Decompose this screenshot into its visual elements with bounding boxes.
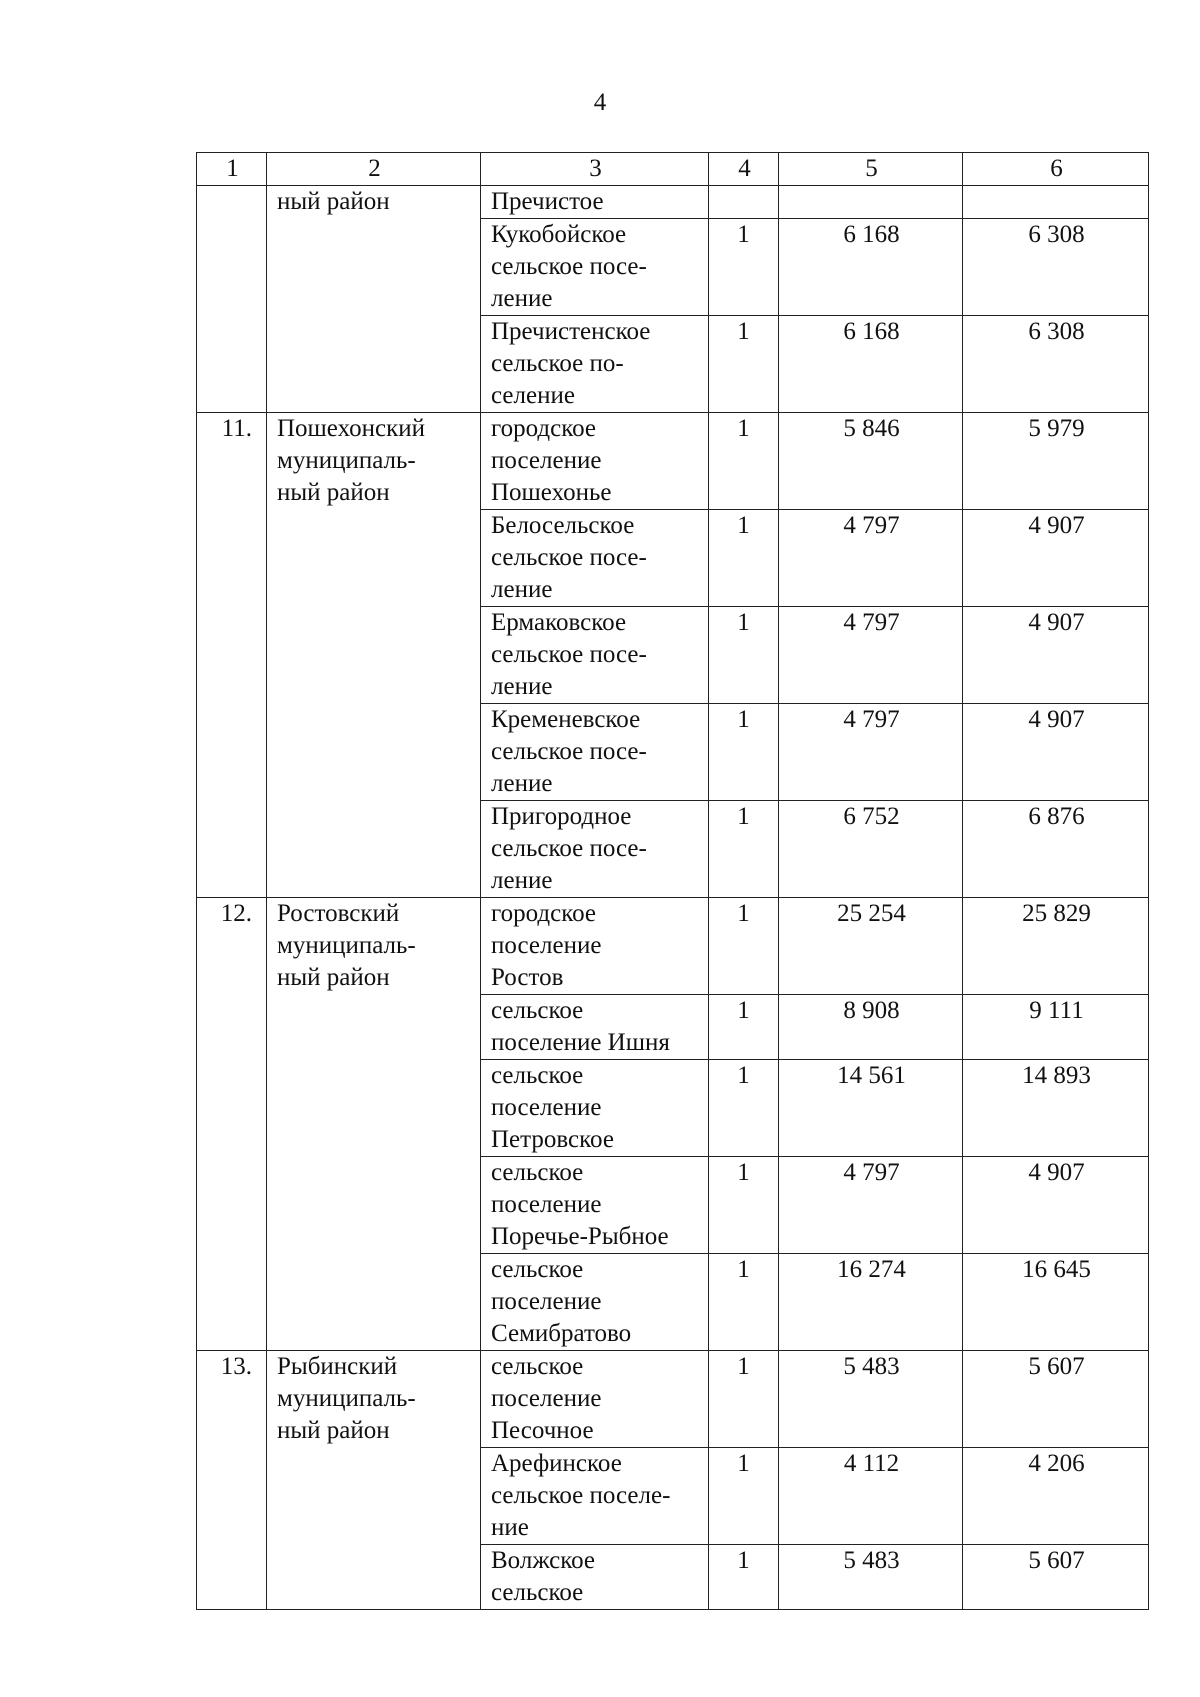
col6-value: 14 893 <box>963 1060 1149 1157</box>
col6-value: 16 645 <box>963 1254 1149 1351</box>
col5-value: 16 274 <box>779 1254 963 1351</box>
column-header-2: 2 <box>267 153 481 186</box>
page-number: 4 <box>593 89 607 116</box>
settlement-name: городское поселение Пошехонье <box>481 413 709 510</box>
col5-value: 4 797 <box>779 704 963 801</box>
col4-value: 1 <box>709 995 779 1060</box>
district-name: Рыбинский муниципаль- ный район <box>267 1351 481 1448</box>
settlement-name: Арефинское сельское поселе- ние <box>481 1448 709 1545</box>
col6-value: 4 907 <box>963 607 1149 704</box>
col4-value <box>709 186 779 219</box>
row-number <box>197 607 267 704</box>
table-row <box>197 219 1149 316</box>
column-header-1: 1 <box>197 153 267 186</box>
row-number <box>197 1254 267 1351</box>
col5-value: 4 797 <box>779 1157 963 1254</box>
table-row <box>197 1351 1149 1448</box>
column-header-5: 5 <box>779 153 963 186</box>
col5-value: 5 483 <box>779 1351 963 1448</box>
col4-value: 1 <box>709 1060 779 1157</box>
district-name <box>267 801 481 898</box>
row-number <box>197 1448 267 1545</box>
district-name <box>267 1254 481 1351</box>
row-number <box>197 704 267 801</box>
col5-value: 5 846 <box>779 413 963 510</box>
table-row <box>197 995 1149 1060</box>
district-name <box>267 704 481 801</box>
col6-value: 25 829 <box>963 898 1149 995</box>
col4-value: 1 <box>709 704 779 801</box>
district-name <box>267 219 481 316</box>
table-row <box>197 186 1149 219</box>
col4-value: 1 <box>709 219 779 316</box>
table-row <box>197 1060 1149 1157</box>
settlement-name: Ермаковское сельское посе- ление <box>481 607 709 704</box>
table-row <box>197 1254 1149 1351</box>
row-number <box>197 1060 267 1157</box>
col6-value: 4 206 <box>963 1448 1149 1545</box>
col6-value: 6 308 <box>963 316 1149 413</box>
table-row <box>197 801 1149 898</box>
column-header-4: 4 <box>709 153 779 186</box>
col6-value: 4 907 <box>963 510 1149 607</box>
col6-value <box>963 186 1149 219</box>
table-row <box>197 607 1149 704</box>
district-name <box>267 316 481 413</box>
row-number <box>197 995 267 1060</box>
settlement-name: городское поселение Ростов <box>481 898 709 995</box>
table-row <box>197 1448 1149 1545</box>
district-name <box>267 995 481 1060</box>
col4-value: 1 <box>709 607 779 704</box>
col5-value: 8 908 <box>779 995 963 1060</box>
row-number <box>197 219 267 316</box>
table-row <box>197 316 1149 413</box>
column-header-3: 3 <box>481 153 709 186</box>
settlement-name: Белосельское сельское посе- ление <box>481 510 709 607</box>
district-name <box>267 1448 481 1545</box>
settlement-name: Кукобойское сельское посе- ление <box>481 219 709 316</box>
col6-value: 4 907 <box>963 1157 1149 1254</box>
col4-value: 1 <box>709 898 779 995</box>
district-name <box>267 1060 481 1157</box>
col5-value: 6 752 <box>779 801 963 898</box>
row-number: 11. <box>197 413 267 510</box>
col5-value: 14 561 <box>779 1060 963 1157</box>
col4-value: 1 <box>709 316 779 413</box>
col6-value: 5 607 <box>963 1351 1149 1448</box>
row-number <box>197 186 267 219</box>
settlement-name: сельское поселение Петровское <box>481 1060 709 1157</box>
settlement-name: Кременевское сельское посе- ление <box>481 704 709 801</box>
table-row <box>197 1545 1149 1610</box>
settlement-name: сельское поселение Поречье-Рыбное <box>481 1157 709 1254</box>
col4-value: 1 <box>709 510 779 607</box>
col5-value: 5 483 <box>779 1545 963 1610</box>
col4-value: 1 <box>709 1254 779 1351</box>
settlement-name: Пригородное сельское посе- ление <box>481 801 709 898</box>
table-body <box>197 153 1149 1610</box>
municipal-table <box>196 152 1149 1610</box>
settlement-name: сельское поселение Песочное <box>481 1351 709 1448</box>
table-row <box>197 413 1149 510</box>
settlement-name: Волжское сельское <box>481 1545 709 1610</box>
district-name <box>267 1157 481 1254</box>
district-name <box>267 607 481 704</box>
col4-value: 1 <box>709 1351 779 1448</box>
row-number <box>197 1157 267 1254</box>
col6-value: 6 308 <box>963 219 1149 316</box>
col4-value: 1 <box>709 1545 779 1610</box>
district-name <box>267 1545 481 1610</box>
col4-value: 1 <box>709 1157 779 1254</box>
col5-value <box>779 186 963 219</box>
row-number: 13. <box>197 1351 267 1448</box>
district-name: Пошехонский муниципаль- ный район <box>267 413 481 510</box>
table-row <box>197 898 1149 995</box>
settlement-name: сельское поселение Семибратово <box>481 1254 709 1351</box>
settlement-name: Пречистенское сельское по- селение <box>481 316 709 413</box>
column-header-6: 6 <box>963 153 1149 186</box>
col6-value: 9 111 <box>963 995 1149 1060</box>
col6-value: 4 907 <box>963 704 1149 801</box>
settlement-name: Пречистое <box>481 186 709 219</box>
col5-value: 6 168 <box>779 219 963 316</box>
row-number: 12. <box>197 898 267 995</box>
col5-value: 4 112 <box>779 1448 963 1545</box>
col5-value: 4 797 <box>779 510 963 607</box>
district-name <box>267 510 481 607</box>
col6-value: 6 876 <box>963 801 1149 898</box>
district-name: ный район <box>267 186 481 219</box>
col6-value: 5 607 <box>963 1545 1149 1610</box>
district-name: Ростовский муниципаль- ный район <box>267 898 481 995</box>
col5-value: 6 168 <box>779 316 963 413</box>
col4-value: 1 <box>709 1448 779 1545</box>
row-number <box>197 1545 267 1610</box>
settlement-name: сельское поселение Ишня <box>481 995 709 1060</box>
table-row <box>197 510 1149 607</box>
col6-value: 5 979 <box>963 413 1149 510</box>
row-number <box>197 316 267 413</box>
col5-value: 4 797 <box>779 607 963 704</box>
header-row <box>197 153 1149 186</box>
row-number <box>197 801 267 898</box>
col4-value: 1 <box>709 413 779 510</box>
row-number <box>197 510 267 607</box>
col4-value: 1 <box>709 801 779 898</box>
col5-value: 25 254 <box>779 898 963 995</box>
table-row <box>197 704 1149 801</box>
table-row <box>197 1157 1149 1254</box>
